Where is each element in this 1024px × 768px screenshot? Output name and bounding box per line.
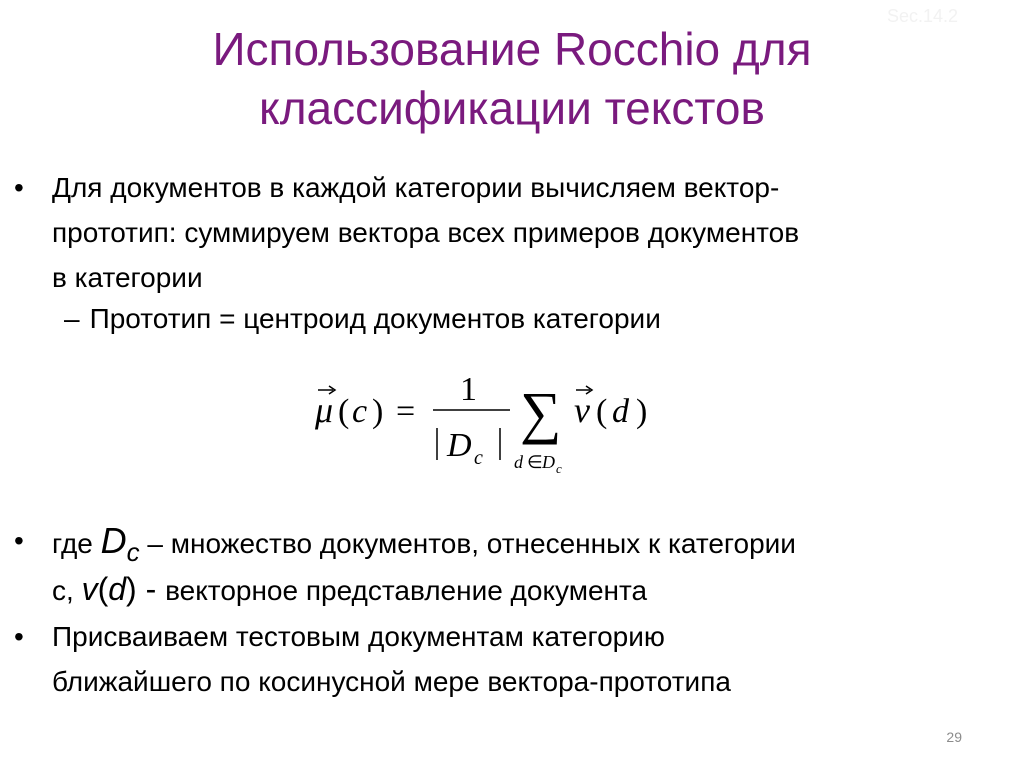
where-word: где bbox=[52, 528, 101, 559]
c-variable: c bbox=[352, 393, 368, 430]
sub-bullet-text: Прототип = центроид документов категории bbox=[89, 303, 661, 334]
bullet-line-3: в категории bbox=[52, 262, 203, 293]
bullet-marker: • bbox=[14, 621, 24, 652]
bullet-definitions bbox=[14, 518, 1004, 613]
v-symbol: v bbox=[574, 390, 590, 430]
bullet-line-2 bbox=[52, 567, 1004, 613]
bullet-line-1 bbox=[52, 518, 1004, 567]
bullet-marker: • bbox=[14, 172, 24, 203]
sub-bullet-centroid bbox=[64, 296, 661, 341]
centroid-formula bbox=[300, 360, 720, 490]
bullet-text bbox=[52, 165, 1004, 300]
paren-open-1: ( bbox=[338, 393, 350, 430]
page-number: 29 bbox=[946, 729, 962, 745]
paren-close-2: ) bbox=[636, 393, 648, 430]
bullet-line-1: Присваиваем тестовым документам категорию bbox=[52, 621, 665, 652]
sum-index-in: ∈ bbox=[527, 452, 543, 472]
paren-open-inline: ( bbox=[97, 571, 109, 607]
vector-definition-text: векторное представление документа bbox=[165, 575, 648, 606]
sum-index-sub-c: c bbox=[556, 461, 562, 476]
paren-open-2: ( bbox=[596, 393, 608, 430]
slide-title bbox=[0, 20, 1024, 138]
bullet-line-1: Для документов в каждой категории вычисляем вектор- bbox=[52, 172, 780, 203]
D-symbol: D bbox=[100, 520, 127, 561]
denominator-D: D bbox=[447, 427, 472, 464]
bullet-text bbox=[52, 518, 1004, 613]
d-variable: d bbox=[612, 393, 629, 430]
section-tag: Sec.14.2 bbox=[886, 6, 958, 26]
D-subscript-c: c bbox=[126, 537, 140, 567]
v-symbol-inline: v bbox=[81, 571, 98, 607]
bullet-text bbox=[52, 614, 1004, 704]
title-line-1: Использование Rocchio для bbox=[212, 23, 812, 75]
bullet-assign-category bbox=[14, 614, 1004, 704]
numerator-one: 1 bbox=[460, 371, 477, 408]
title-line-2: классификации текстов bbox=[259, 82, 765, 134]
sum-symbol: ∑ bbox=[520, 380, 562, 445]
category-c: с, bbox=[52, 575, 82, 606]
d-symbol-inline: d bbox=[108, 571, 127, 607]
bullet-line-2: ближайшего по косинусной мере вектора-прототипа bbox=[52, 666, 731, 697]
formula-graphic bbox=[300, 360, 720, 490]
sum-index-d: d bbox=[514, 452, 523, 472]
mu-symbol: μ bbox=[315, 390, 334, 430]
denominator-sub-c: c bbox=[474, 447, 483, 469]
dash-inline: - bbox=[136, 571, 166, 607]
definition-text: – множество документов, отнесенных к категории bbox=[139, 528, 796, 559]
sub-bullet-marker: – bbox=[64, 303, 80, 334]
bullet-line-2: прототип: суммируем вектора всех примеров документов bbox=[52, 217, 800, 248]
bullet-prototype-vector bbox=[14, 165, 1004, 300]
sum-index-D: D bbox=[542, 452, 555, 472]
paren-close-1: ) bbox=[372, 393, 384, 430]
equals-sign: = bbox=[396, 393, 416, 430]
paren-close-inline: ) bbox=[126, 571, 137, 607]
bullet-marker: • bbox=[14, 525, 24, 556]
